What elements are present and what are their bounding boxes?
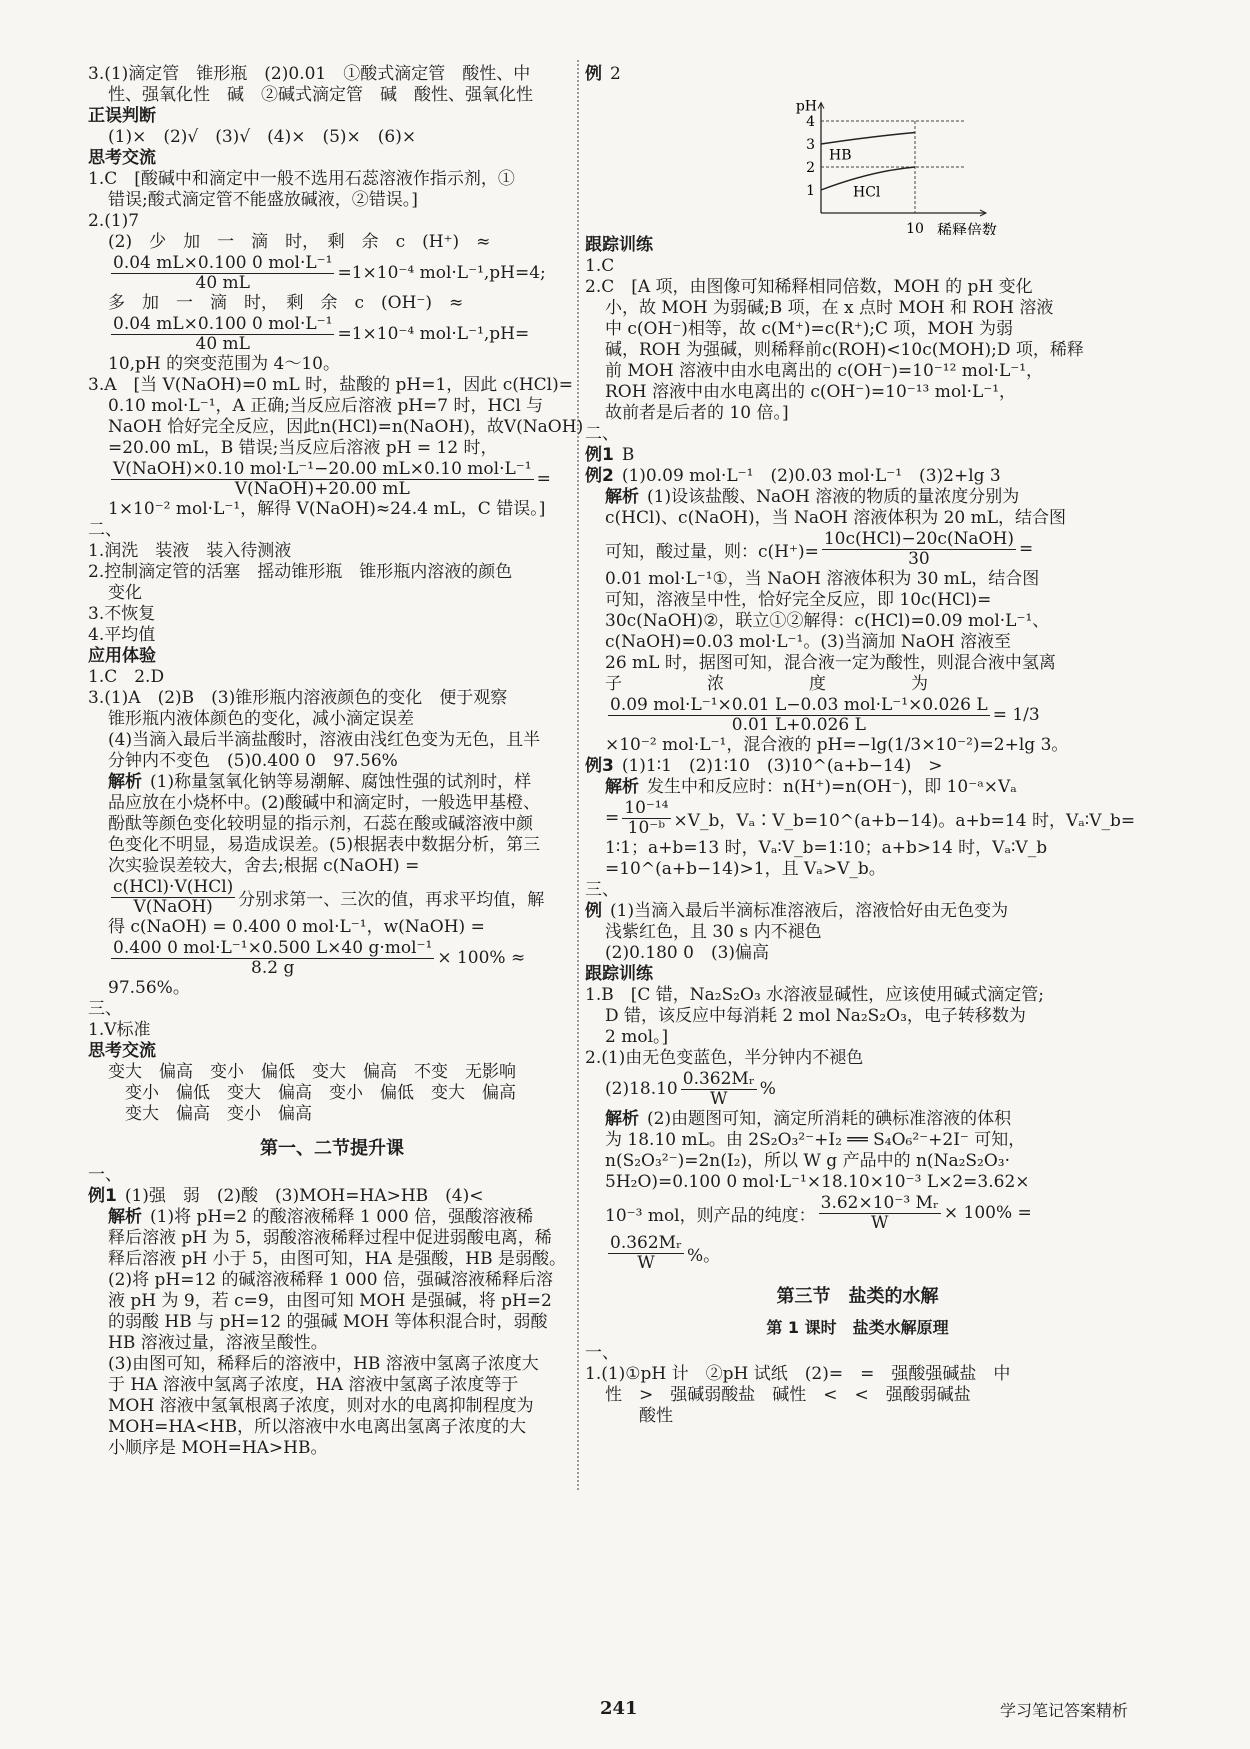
text-line — [88, 999, 576, 1020]
fraction-denominator: 8.2 g — [251, 957, 295, 978]
text-line — [88, 978, 576, 999]
fraction-numerator: 3.62×10⁻³ Mᵣ — [820, 1192, 939, 1213]
text-line — [585, 256, 1130, 277]
page-number: 241 — [600, 1698, 638, 1719]
line-text: (1)0.09 mol·L⁻¹ (2)0.03 mol·L⁻¹ (3)2+lg 3 — [621, 466, 1001, 486]
line-text: 1.B [C 错，Na₂S₂O₃ 水溶液显碱性，应该使用碱式滴定管; — [585, 985, 1044, 1005]
text-line — [585, 1172, 1130, 1193]
line-text: 1.C 2.D — [88, 667, 165, 687]
text-line — [585, 880, 1130, 901]
line-text: 分钟内不变色 (5)0.400 0 97.56% — [108, 751, 398, 771]
line-text: ROH 溶液中由水电离出的 c(OH⁻)=10⁻¹³ mol·L⁻¹， — [605, 382, 1017, 402]
text-line — [585, 466, 1130, 487]
line-text: (2)由题图可知，滴定所消耗的碘标准溶液的体积 — [647, 1109, 1012, 1129]
text-line — [585, 569, 1130, 590]
line-text: 97.56%。 — [108, 978, 190, 998]
fraction-denominator: W — [710, 1088, 728, 1109]
section-heading: 思考交流 — [88, 148, 156, 168]
line-text: MOH=HA<HB，所以溶液中水电离出氢离子浓度的大 — [108, 1417, 527, 1437]
fraction-numerator: 0.04 mL×0.100 0 mol·L⁻¹ — [113, 252, 333, 273]
text-line — [585, 611, 1130, 632]
line-text: MOH 溶液中氢氧根离子浓度，则对水的电离抑制程度为 — [108, 1396, 534, 1416]
line-text: 变化 — [108, 583, 142, 603]
text-line — [88, 1291, 576, 1312]
line-text: 1.C — [585, 256, 615, 276]
line-text: 1.润洗 装液 装入待测液 — [88, 541, 292, 561]
formula-suffix: = — [1018, 539, 1034, 559]
text-line — [88, 438, 576, 459]
line-text: 小，故 MOH 为弱碱;B 项，在 x 点时 MOH 和 ROH 溶液 — [605, 298, 1054, 318]
text-line — [585, 590, 1130, 611]
label-bold: 解析 — [605, 1109, 639, 1129]
text-line — [88, 211, 576, 232]
formula-line — [585, 695, 1130, 735]
line-text: 5H₂O)=0.100 0 mol·L⁻¹×18.10×10⁻³ L×2=3.62× — [605, 1172, 1030, 1192]
line-text: 3.(1)A (2)B (3)锥形瓶内溶液颜色的变化 便于观察 — [88, 688, 508, 708]
line-text: 小顺序是 MOH=HA>HB。 — [108, 1438, 328, 1458]
text-line — [88, 1186, 576, 1207]
formula-prefix: 可知，酸过量，则：c(H⁺)= — [605, 541, 819, 562]
line-text: 浅紫红色，且 30 s 内不褪色 — [605, 922, 822, 942]
line-text: (4)当滴入最后半滴盐酸时，溶液由浅红色变为无色，且半 — [108, 730, 541, 750]
fraction-numerator: c(HCl)·V(HCl) — [113, 876, 234, 897]
line-text: 变大 偏高 变小 偏高 — [108, 1104, 312, 1124]
fraction — [111, 939, 434, 978]
fraction — [111, 254, 334, 293]
line-text: 变大 偏高 变小 偏低 变大 偏高 不变 无影响 — [108, 1062, 516, 1082]
line-text: 品应放在小烧杯中。(2)酸碱中和滴定时，一般选甲基橙、 — [108, 793, 541, 813]
text-line — [88, 499, 576, 520]
text-line — [88, 64, 576, 85]
text-line — [88, 1396, 576, 1417]
line-text: 故前者是后者的 10 倍。] — [605, 403, 789, 423]
fraction — [819, 1194, 941, 1233]
text-line — [585, 735, 1130, 756]
fraction-denominator: W — [871, 1212, 889, 1233]
text-line — [88, 1165, 576, 1186]
label-bold: 解析 — [108, 1207, 142, 1227]
fraction-numerator: 0.400 0 mol·L⁻¹×0.500 L×40 g·mol⁻¹ — [113, 937, 433, 958]
text-line — [88, 751, 576, 772]
fraction — [111, 460, 534, 499]
text-line — [88, 1104, 576, 1125]
text-line — [585, 756, 1130, 777]
line-text: 错误;酸式滴定管不能盛放碱液，②错误。] — [108, 190, 418, 210]
text-line — [88, 541, 576, 562]
text-line — [88, 375, 576, 396]
label-bold: 例 — [585, 64, 602, 84]
curve-label: HB — [829, 147, 852, 164]
line-text: 得 c(NaOH) = 0.400 0 mol·L⁻¹，w(NaOH) = — [108, 917, 485, 937]
label-bold: 解析 — [605, 487, 639, 507]
text-line — [88, 1417, 576, 1438]
formula-line — [585, 797, 1136, 838]
line-text: (2) 少 加 一 滴 时， 剩 余 c (H⁺) ≈ — [108, 232, 491, 252]
line-text: 1.V标准 — [88, 1020, 151, 1040]
fraction — [608, 1234, 684, 1273]
line-text: 2.(1)7 — [88, 211, 140, 231]
curve-hb — [821, 133, 915, 145]
fraction — [111, 315, 334, 354]
formula-suffix: 分别求第一、三次的值，再求平均值，解 — [238, 889, 545, 910]
fraction-denominator: V(NaOH)+20.00 mL — [234, 478, 410, 499]
label-bold: 例1 — [88, 1186, 117, 1206]
text-line — [585, 674, 1130, 695]
ph-dilution-chart — [585, 85, 1130, 235]
fraction-denominator: 40 mL — [195, 272, 250, 293]
line-text: 变小 偏低 变大 偏高 变小 偏低 变大 偏高 — [108, 1083, 516, 1103]
line-text: (1)强 弱 (2)酸 (3)MOH=HA>HB (4)< — [124, 1186, 484, 1206]
formula-line — [585, 1069, 1130, 1109]
line-text: (2)0.180 0 (3)偏高 — [605, 943, 770, 963]
line-text: 液 pH 为 9，若 c=9，由图可知 MOH 是强碱，将 pH=2 — [108, 1291, 552, 1311]
curve-label: HCl — [853, 184, 881, 201]
section-heading: 跟踪训练 — [585, 235, 653, 255]
text-line — [585, 1006, 1130, 1027]
formula-suffix: × 100% ≈ — [437, 948, 526, 968]
fraction — [822, 530, 1016, 569]
text-line — [88, 1438, 576, 1459]
line-text: 碱，ROH 为强碱，则稀释前c(ROH)<10c(MOH);D 项，稀释 — [605, 340, 1084, 360]
text-line — [88, 417, 584, 438]
line-text: 中 c(OH⁻)相等，故 c(M⁺)=c(R⁺);C 项，MOH 为弱 — [605, 319, 1014, 339]
line-text: c(HCl)、c(NaOH)，当 NaOH 溶液体积为 20 mL，结合图 — [605, 508, 1067, 528]
fraction-numerator: 0.362Mᵣ — [610, 1232, 682, 1253]
line-text: D 错，该反应中每消耗 2 mol Na₂S₂O₃，电子转移数为 — [605, 1006, 1026, 1026]
text-line — [88, 1312, 576, 1333]
text-line — [585, 1151, 1130, 1172]
line-text: 3.(1)滴定管 锥形瓶 (2)0.01 ①酸式滴定管 酸性、中 — [88, 64, 531, 84]
text-line — [88, 190, 576, 211]
text-line — [88, 730, 576, 751]
line-text: 0.10 mol·L⁻¹，A 正确;当反应后溶液 pH=7 时，HCl 与 — [108, 396, 544, 416]
line-text: (1)当滴入最后半滴标准溶液后，溶液恰好由无色变为 — [610, 901, 1009, 921]
text-line — [585, 859, 1130, 880]
text-line — [88, 354, 576, 375]
fraction-numerator: 0.362Mᵣ — [682, 1068, 755, 1089]
fraction-denominator: W — [637, 1252, 655, 1273]
text-line — [88, 583, 576, 604]
text-line — [585, 1027, 1130, 1048]
line-text: (1)设该盐酸、NaOH 溶液的物质的量浓度分别为 — [647, 487, 1020, 507]
text-line — [88, 688, 576, 709]
line-text: 可知，溶液呈中性，恰好完全反应，即 10c(HCl)= — [605, 590, 992, 610]
line-text: 一、 — [88, 1165, 122, 1185]
fraction — [622, 799, 670, 838]
formula-suffix: =1×10⁻⁴ mol·L⁻¹,pH= — [337, 324, 530, 344]
chart-svg — [585, 85, 1130, 235]
text-line — [585, 1109, 1130, 1130]
y-tick-label: 3 — [806, 137, 815, 153]
formula-prefix: (2)18.10 — [605, 1079, 678, 1099]
text-line — [585, 319, 1130, 340]
line-text: 三、 — [88, 999, 122, 1019]
fraction — [681, 1070, 757, 1109]
text-line — [585, 424, 1130, 445]
fraction-numerator: 0.09 mol·L⁻¹×0.01 L−0.03 mol·L⁻¹×0.026 L — [610, 694, 988, 715]
text-line — [585, 277, 1130, 298]
text-line — [88, 1354, 576, 1375]
text-line — [88, 709, 576, 730]
formula-suffix: × 100% = — [943, 1203, 1032, 1223]
label-bold: 例2 — [585, 466, 614, 486]
text-line — [585, 382, 1130, 403]
formula-line — [88, 938, 576, 978]
line-text: 10,pH 的突变范围为 4～10。 — [108, 354, 340, 374]
line-text: 发生中和反应时：n(H⁺)=n(OH⁻)，即 10⁻ᵃ×Vₐ — [647, 777, 1017, 797]
fraction — [608, 696, 990, 735]
text-line — [88, 85, 576, 106]
section-heading: 应用体验 — [88, 646, 156, 666]
line-text: (2)将 pH=12 的碱溶液稀释 1 000 倍，强碱溶液稀释后溶 — [108, 1270, 553, 1290]
x-axis-label: 稀释倍数 — [937, 221, 998, 235]
text-line — [88, 625, 576, 646]
fraction-denominator: V(NaOH) — [133, 896, 213, 917]
fraction — [111, 878, 235, 917]
line-text: (1)称量氢氧化钠等易潮解、腐蚀性强的试剂时，样 — [150, 772, 532, 792]
line-text: =10^(a+b−14)>1，且 Vₐ>V_b。 — [605, 859, 886, 879]
line-text: 二、 — [88, 520, 122, 540]
text-line — [88, 232, 576, 253]
formula-suffix: %。 — [686, 1245, 721, 1266]
formula-suffix: =1×10⁻⁴ mol·L⁻¹,pH=4; — [337, 263, 546, 283]
text-line — [88, 1270, 576, 1291]
fraction-numerator: 10c(HCl)−20c(NaOH) — [823, 528, 1014, 549]
formula-prefix: 10⁻³ mol，则产品的纯度： — [605, 1205, 816, 1226]
line-text: (1)将 pH=2 的酸溶液稀释 1 000 倍，强酸溶液稀 — [150, 1207, 534, 1227]
line-text: 锥形瓶内液体颜色的变化，减小滴定误差 — [108, 709, 414, 729]
text-line — [88, 917, 576, 938]
text-line — [585, 508, 1130, 529]
line-text: 的弱酸 HB 与 pH=12 的强碱 MOH 等体积混合时，弱酸 — [108, 1312, 548, 1332]
label-bold: 例 — [585, 901, 602, 921]
text-line — [585, 361, 1130, 382]
line-text: n(S₂O₃²⁻)=2n(I₂)，所以 W g 产品中的 n(Na₂S₂O₃· — [605, 1151, 1011, 1171]
line-text: 子 浓 度 为 — [605, 674, 928, 694]
y-tick-label: 2 — [806, 160, 815, 176]
fraction-denominator: 40 mL — [195, 333, 250, 354]
text-line — [88, 396, 576, 417]
label-bold: 例1 — [585, 445, 614, 465]
line-text: 释后溶液 pH 小于 5，由图可知，HA 是强酸，HB 是弱酸。 — [108, 1249, 566, 1269]
text-line — [585, 487, 1130, 508]
fraction-denominator: 30 — [908, 548, 930, 569]
left-column — [88, 64, 584, 1459]
line-text: 于 HA 溶液中氢离子浓度，HA 溶液中氢离子浓度等于 — [108, 1375, 519, 1395]
text-line — [585, 340, 1130, 361]
fraction-numerator: 0.04 mL×0.100 0 mol·L⁻¹ — [113, 313, 333, 334]
text-line — [88, 293, 576, 314]
text-line — [585, 298, 1130, 319]
section-heading: 跟踪训练 — [585, 964, 653, 984]
line-text: 4.平均值 — [88, 625, 156, 645]
text-line — [585, 1406, 1130, 1427]
line-text: (1)1∶1 (2)1∶10 (3)10^(a+b−14) > — [621, 756, 943, 776]
line-text: 色变化不明显，易造成误差。(5)根据表中数据分析，第三 — [108, 835, 541, 855]
text-line — [88, 772, 576, 793]
text-line — [88, 1083, 576, 1104]
line-text: 酚酞等颜色变化较明显的指示剂，石蕊在酸或碱溶液中颜 — [108, 814, 533, 834]
line-text: 2.(1)由无色变蓝色，半分钟内不褪色 — [585, 1048, 864, 1068]
line-text: 一、 — [585, 1343, 619, 1363]
line-text: 2 — [610, 64, 621, 84]
line-text: =20.00 mL，B 错误;当反应后溶液 pH = 12 时， — [108, 438, 498, 458]
text-line — [88, 604, 576, 625]
text-line — [88, 1228, 576, 1249]
formula-line — [585, 1193, 1130, 1233]
right-column — [585, 64, 1136, 1427]
line-text: (3)由图可知，稀释后的溶液中，HB 溶液中氢离子浓度大 — [108, 1354, 539, 1374]
text-line — [88, 814, 576, 835]
line-text: 多 加 一 滴 时， 剩 余 c (OH⁻) ≈ — [108, 293, 464, 313]
line-text: 二、 — [585, 424, 619, 444]
fraction-denominator: 10⁻ᵇ — [627, 817, 666, 838]
line-text: NaOH 恰好完全反应，因此n(HCl)=n(NaOH)，故V(NaOH) — [108, 417, 584, 437]
line-text: ×10⁻² mol·L⁻¹，混合液的 pH=−lg(1/3×10⁻²)=2+lg 3。 — [605, 735, 1069, 755]
text-line — [585, 64, 1130, 85]
text-line — [585, 1385, 1130, 1406]
formula-line — [585, 1233, 1130, 1273]
text-line — [585, 1130, 1130, 1151]
formula-prefix: = — [605, 808, 620, 828]
text-line — [88, 562, 576, 583]
line-text: 3.不恢复 — [88, 604, 156, 624]
formula-suffix: ×V_b，Vₐ∶V_b=10^(a+b−14)。a+b=14 时，Vₐ∶V_b= — [673, 810, 1136, 831]
formula-line — [88, 877, 576, 917]
text-line — [88, 856, 576, 877]
text-line — [585, 943, 1130, 964]
text-line — [88, 835, 576, 856]
formula-line — [88, 253, 576, 293]
fraction-denominator: 0.01 L+0.026 L — [731, 714, 866, 735]
line-text: 1.(1)①pH 计 ②pH 试纸 (2)= = 强酸强碱盐 中 — [585, 1364, 1011, 1384]
formula-suffix: = 1/3 — [992, 705, 1040, 725]
line-text: 为 18.10 mL。由 2S₂O₃²⁻+I₂ ══ S₄O₆²⁻+2I⁻ 可知， — [605, 1130, 1026, 1150]
text-line — [585, 838, 1130, 859]
formula-line — [585, 529, 1130, 569]
line-text: 0.01 mol·L⁻¹①，当 NaOH 溶液体积为 30 mL，结合图 — [605, 569, 1040, 589]
line-text: HB 溶液过量，溶液呈酸性。 — [108, 1333, 328, 1353]
text-line — [585, 985, 1130, 1006]
fraction-numerator: 10⁻¹⁴ — [624, 797, 669, 818]
text-line — [585, 1048, 1130, 1069]
text-line — [585, 1364, 1130, 1385]
label-bold: 例3 — [585, 756, 614, 776]
y-axis-label: pH — [795, 98, 817, 115]
text-line — [585, 1343, 1130, 1364]
x-tick-label: 10 — [906, 221, 924, 235]
text-line — [88, 793, 576, 814]
text-line — [585, 445, 1130, 466]
formula-suffix: % — [759, 1079, 776, 1099]
line-text: 2.C [A 项，由图像可知稀释相同倍数，MOH 的 pH 变化 — [585, 277, 1033, 297]
line-text: 26 mL 时，据图可知，混合液一定为酸性，则混合液中氢离 — [605, 653, 1056, 673]
text-line — [585, 632, 1130, 653]
line-text: 性、强氧化性 碱 ②碱式滴定管 碱 酸性、强氧化性 — [108, 85, 533, 105]
line-text: 1.C [酸碱中和滴定中一般不选用石蕊溶液作指示剂，① — [88, 169, 515, 189]
line-text: 3.A [当 V(NaOH)=0 mL 时，盐酸的 pH=1，因此 c(HCl)= — [88, 375, 573, 395]
text-line — [88, 1333, 576, 1354]
fraction-numerator: V(NaOH)×0.10 mol·L⁻¹−20.00 mL×0.10 mol·L⁻¹ — [113, 458, 532, 479]
line-text: (1)× (2)√ (3)√ (4)× (5)× (6)× — [108, 127, 417, 147]
section-heading: 思考交流 — [88, 1041, 156, 1061]
line-text: 性 > 强碱弱酸盐 碱性 < < 强酸弱碱盐 — [605, 1385, 971, 1405]
y-tick-label: 4 — [806, 114, 815, 130]
text-line — [585, 922, 1130, 943]
text-line — [88, 1249, 576, 1270]
text-line — [88, 667, 576, 688]
line-text: 次实验误差较大，舍去;根据 c(NaOH) = — [108, 856, 420, 876]
lesson-title: 第 1 课时 盐类水解原理 — [766, 1318, 949, 1337]
column-divider — [577, 60, 579, 1490]
label-bold: 解析 — [108, 772, 142, 792]
line-text: 2.控制滴定管的活塞 摇动锥形瓶 锥形瓶内溶液的颜色 — [88, 562, 513, 582]
section-title: 第一、二节提升课 — [260, 1138, 404, 1159]
formula-suffix: = — [536, 469, 551, 489]
line-text: c(NaOH)=0.03 mol·L⁻¹。(3)当滴加 NaOH 溶液至 — [605, 632, 1011, 652]
book-title: 学习笔记答案精析 — [1000, 1701, 1129, 1720]
y-tick-label: 1 — [806, 183, 815, 199]
line-text: 酸性 — [605, 1406, 673, 1426]
text-line — [88, 127, 576, 148]
formula-line — [88, 314, 576, 354]
line-text: 释后溶液 pH 为 5，弱酸溶液稀释过程中促进弱酸电离，稀 — [108, 1228, 552, 1248]
text-line — [88, 1062, 576, 1083]
text-line — [88, 169, 576, 190]
line-text: 2 mol。] — [605, 1027, 669, 1047]
text-line — [585, 403, 1130, 424]
text-line — [88, 1020, 576, 1041]
line-text: B — [621, 445, 635, 465]
text-line — [88, 1207, 576, 1228]
line-text: 30c(NaOH)②，联立①②解得：c(HCl)=0.09 mol·L⁻¹、 — [605, 611, 1050, 631]
line-text: 1×10⁻² mol·L⁻¹，解得 V(NaOH)≈24.4 mL，C 错误。] — [108, 499, 546, 519]
line-text: 1∶1；a+b=13 时，Vₐ∶V_b=1∶10；a+b>14 时，Vₐ∶V_b — [605, 838, 1048, 858]
text-line — [88, 520, 576, 541]
text-line — [585, 901, 1130, 922]
section-heading: 正误判断 — [88, 106, 156, 126]
text-line — [585, 653, 1130, 674]
line-text: 三、 — [585, 880, 619, 900]
label-bold: 解析 — [605, 777, 639, 797]
text-line — [585, 777, 1130, 798]
text-line — [88, 1375, 576, 1396]
line-text: 前 MOH 溶液中由水电离出的 c(OH⁻)=10⁻¹² mol·L⁻¹， — [605, 361, 1044, 381]
section-title: 第三节 盐类的水解 — [776, 1286, 939, 1307]
formula-line — [88, 459, 576, 499]
